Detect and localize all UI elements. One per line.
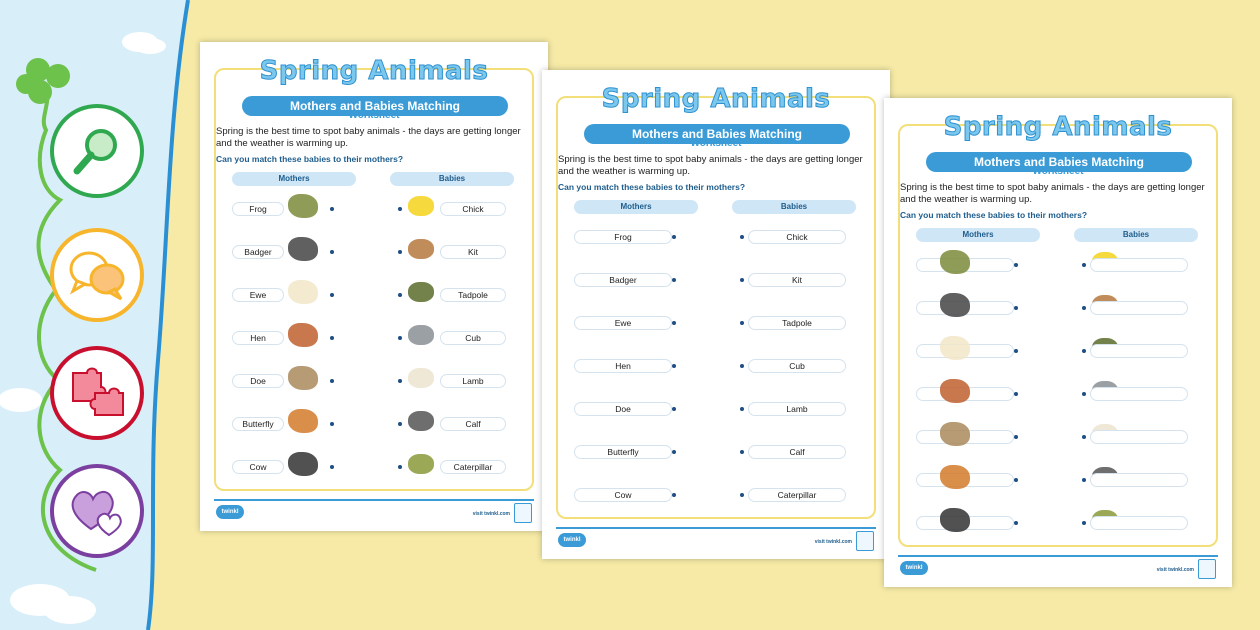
baby-match-dot[interactable] <box>740 450 744 454</box>
footer-line <box>898 555 1218 557</box>
twinkl-logo: twinkl <box>900 561 928 575</box>
mother-animal-picture <box>940 336 970 360</box>
mother-match-dot[interactable] <box>330 379 334 383</box>
worksheet-label: Worksheet <box>348 110 400 121</box>
baby-label: Calf <box>748 445 846 459</box>
worksheet-subtitle: Mothers and Babies Matching <box>926 152 1192 172</box>
baby-match-dot[interactable] <box>398 379 402 383</box>
baby-match-dot[interactable] <box>740 278 744 282</box>
mother-label: Frog <box>574 230 672 244</box>
magnifier-icon <box>67 121 127 181</box>
twinkl-logo: twinkl <box>558 533 586 547</box>
magnifier-circle <box>50 104 144 198</box>
baby-label: Lamb <box>748 402 846 416</box>
baby-label <box>1090 516 1188 530</box>
mother-match-dot[interactable] <box>1014 306 1018 310</box>
quality-badge <box>1198 559 1216 579</box>
footer-line <box>214 499 534 501</box>
baby-label <box>1090 430 1188 444</box>
mother-animal-picture <box>288 323 318 347</box>
baby-label: Cub <box>440 331 506 345</box>
left-decorative-panel <box>0 0 192 630</box>
mother-match-dot[interactable] <box>330 250 334 254</box>
baby-label <box>1090 387 1188 401</box>
baby-match-dot[interactable] <box>1082 306 1086 310</box>
mother-match-dot[interactable] <box>1014 435 1018 439</box>
worksheet-title: Spring Animals <box>601 84 831 114</box>
mother-match-dot[interactable] <box>330 293 334 297</box>
baby-match-dot[interactable] <box>740 321 744 325</box>
mother-label: Hen <box>574 359 672 373</box>
quality-badge <box>514 503 532 523</box>
mother-match-dot[interactable] <box>1014 478 1018 482</box>
mother-match-dot[interactable] <box>672 407 676 411</box>
baby-label: Kit <box>440 245 506 259</box>
baby-match-dot[interactable] <box>740 364 744 368</box>
baby-animal-picture <box>408 239 434 259</box>
mother-match-dot[interactable] <box>1014 349 1018 353</box>
mother-label: Butterfly <box>574 445 672 459</box>
baby-label: Caterpillar <box>748 488 846 502</box>
worksheet-preview-1 <box>200 42 548 531</box>
mother-match-dot[interactable] <box>672 321 676 325</box>
mother-animal-picture <box>288 452 318 476</box>
mother-animal-picture <box>288 237 318 261</box>
worksheet-title: Spring Animals <box>259 56 489 86</box>
mother-match-dot[interactable] <box>672 235 676 239</box>
baby-match-dot[interactable] <box>398 465 402 469</box>
baby-match-dot[interactable] <box>1082 435 1086 439</box>
mothers-header: Mothers <box>574 200 698 214</box>
baby-match-dot[interactable] <box>1082 392 1086 396</box>
baby-animal-picture <box>408 325 434 345</box>
worksheet-preview-2 <box>542 70 890 559</box>
worksheet-preview-3 <box>884 98 1232 587</box>
mother-label: Doe <box>232 374 284 388</box>
mother-label: Cow <box>574 488 672 502</box>
worksheet-label: Worksheet <box>1032 166 1084 177</box>
mother-match-dot[interactable] <box>330 207 334 211</box>
mother-label: Cow <box>232 460 284 474</box>
mother-animal-picture <box>940 379 970 403</box>
mothers-header: Mothers <box>916 228 1040 242</box>
mother-match-dot[interactable] <box>1014 392 1018 396</box>
baby-animal-picture <box>408 282 434 302</box>
worksheet-question: Can you match these babies to their mothers? <box>216 154 404 164</box>
mother-label: Badger <box>232 245 284 259</box>
puzzle-circle <box>50 346 144 440</box>
mother-match-dot[interactable] <box>672 493 676 497</box>
baby-label <box>1090 301 1188 315</box>
mother-label: Hen <box>232 331 284 345</box>
mother-animal-picture <box>288 280 318 304</box>
mother-animal-picture <box>940 465 970 489</box>
mother-animal-picture <box>940 250 970 274</box>
mother-match-dot[interactable] <box>672 278 676 282</box>
baby-animal-picture <box>408 368 434 388</box>
worksheet-question: Can you match these babies to their mothers? <box>900 210 1088 220</box>
mother-animal-picture <box>940 422 970 446</box>
hearts-circle <box>50 464 144 558</box>
worksheet-question: Can you match these babies to their mothers? <box>558 182 746 192</box>
baby-label: Chick <box>440 202 506 216</box>
mother-label: Badger <box>574 273 672 287</box>
mother-animal-picture <box>288 194 318 218</box>
mother-animal-picture <box>288 366 318 390</box>
worksheet-label: Worksheet <box>690 138 742 149</box>
baby-label <box>1090 344 1188 358</box>
baby-label: Calf <box>440 417 506 431</box>
mother-match-dot[interactable] <box>1014 263 1018 267</box>
footer-line <box>556 527 876 529</box>
baby-match-dot[interactable] <box>398 422 402 426</box>
babies-header: Babies <box>390 172 514 186</box>
baby-label: Cub <box>748 359 846 373</box>
mother-label: Ewe <box>232 288 284 302</box>
worksheet-subtitle: Mothers and Babies Matching <box>242 96 508 116</box>
mother-match-dot[interactable] <box>330 422 334 426</box>
baby-match-dot[interactable] <box>398 207 402 211</box>
mother-match-dot[interactable] <box>1014 521 1018 525</box>
baby-match-dot[interactable] <box>398 293 402 297</box>
baby-animal-picture <box>408 411 434 431</box>
speech-bubbles-icon <box>65 245 129 305</box>
baby-match-dot[interactable] <box>398 336 402 340</box>
brand-text: visit twinkl.com <box>1156 567 1194 573</box>
brand-text: visit twinkl.com <box>472 511 510 517</box>
mother-animal-picture <box>940 293 970 317</box>
baby-label: Caterpillar <box>440 460 506 474</box>
baby-match-dot[interactable] <box>1082 521 1086 525</box>
worksheet-subtitle: Mothers and Babies Matching <box>584 124 850 144</box>
baby-match-dot[interactable] <box>740 493 744 497</box>
baby-label: Tadpole <box>748 316 846 330</box>
baby-match-dot[interactable] <box>398 250 402 254</box>
worksheet-intro: Spring is the best time to spot baby animals - the days are getting longer and the weather is warming up. <box>900 182 1205 205</box>
baby-animal-picture <box>408 454 434 474</box>
mother-animal-picture <box>940 508 970 532</box>
mother-match-dot[interactable] <box>672 450 676 454</box>
baby-animal-picture <box>408 196 434 216</box>
puzzle-icon <box>65 363 129 423</box>
baby-label: Kit <box>748 273 846 287</box>
mother-animal-picture <box>288 409 318 433</box>
mother-match-dot[interactable] <box>330 465 334 469</box>
hearts-icon <box>65 481 129 541</box>
mother-match-dot[interactable] <box>672 364 676 368</box>
babies-header: Babies <box>732 200 856 214</box>
quality-badge <box>856 531 874 551</box>
mother-label: Butterfly <box>232 417 284 431</box>
mother-label: Doe <box>574 402 672 416</box>
baby-label: Chick <box>748 230 846 244</box>
baby-label <box>1090 258 1188 272</box>
baby-match-dot[interactable] <box>740 235 744 239</box>
baby-match-dot[interactable] <box>1082 478 1086 482</box>
mother-label: Ewe <box>574 316 672 330</box>
worksheet-title: Spring Animals <box>943 112 1173 142</box>
brand-text: visit twinkl.com <box>814 539 852 545</box>
speech-circle <box>50 228 144 322</box>
twinkl-logo: twinkl <box>216 505 244 519</box>
mother-label: Frog <box>232 202 284 216</box>
worksheet-intro: Spring is the best time to spot baby animals - the days are getting longer and the weather is warming up. <box>216 126 521 149</box>
baby-label: Lamb <box>440 374 506 388</box>
baby-match-dot[interactable] <box>1082 349 1086 353</box>
worksheet-intro: Spring is the best time to spot baby animals - the days are getting longer and the weather is warming up. <box>558 154 863 177</box>
baby-label: Tadpole <box>440 288 506 302</box>
babies-header: Babies <box>1074 228 1198 242</box>
mothers-header: Mothers <box>232 172 356 186</box>
baby-match-dot[interactable] <box>1082 263 1086 267</box>
baby-match-dot[interactable] <box>740 407 744 411</box>
baby-label <box>1090 473 1188 487</box>
mother-match-dot[interactable] <box>330 336 334 340</box>
